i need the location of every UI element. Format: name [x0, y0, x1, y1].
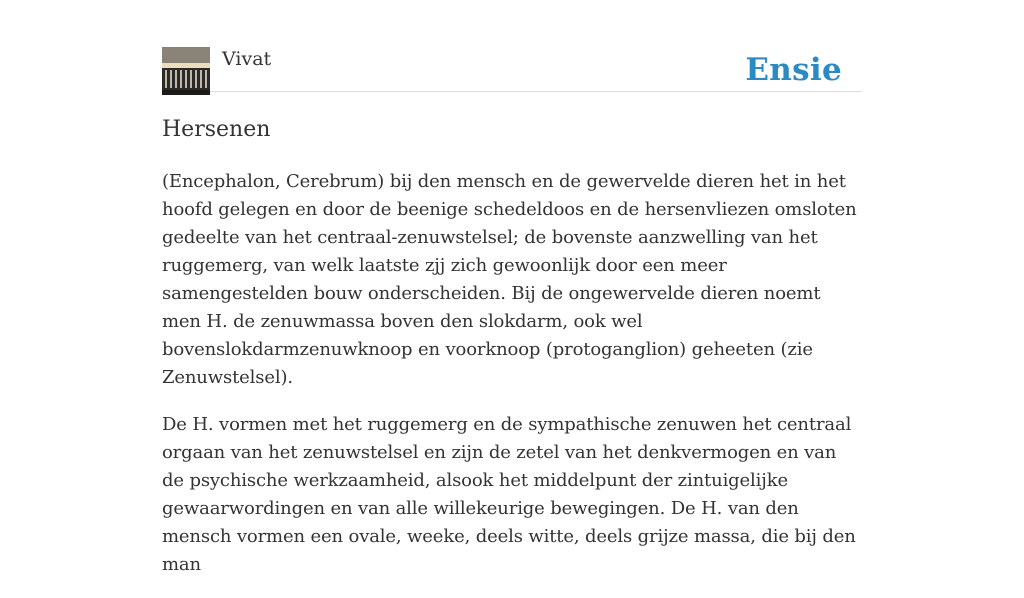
brand-logo[interactable]: Ensie — [745, 52, 842, 88]
library-shelves-avatar-icon — [162, 47, 210, 95]
author-name[interactable]: Vivat — [222, 48, 272, 70]
article-body — [162, 168, 862, 598]
avatar[interactable] — [162, 47, 210, 95]
paragraph: De H. vormen met het ruggemerg en de sympathische zenuwen het centraal orgaan van het zenuwstelsel en zijn de zetel van het denkvermogen en van de psychische werkzaamheid, alsook het middelpunt der zintuigelijke gewaarwordingen en van alle willekeurige bewegingen. De H. van den mensch vormen een ovale, weeke, deels witte, deels grijze massa, die bij den man — [162, 414, 856, 575]
paragraph: (Encephalon, Cerebrum) bij den mensch en de gewervelde dieren het in het hoofd gelegen en door de beenige schedeldoos en de hersenvliezen omsloten gedeelte van het centraal-zenuwstelsel; de bovenste aanzwelling van het ruggemerg, van welk laatste zjj zich gewoonlijk door een meer samengestelden bouw onderscheiden. Bij de ongewervelde dieren noemt men H. de zenuwmassa boven den slokdarm, ook wel bovenslokdarmzenuwknoop en voorknoop (protoganglion) geheeten (zie Zenuwstelsel). — [162, 171, 857, 388]
header — [162, 0, 862, 92]
page-title: Hersenen — [162, 117, 271, 142]
article-page — [162, 0, 862, 575]
